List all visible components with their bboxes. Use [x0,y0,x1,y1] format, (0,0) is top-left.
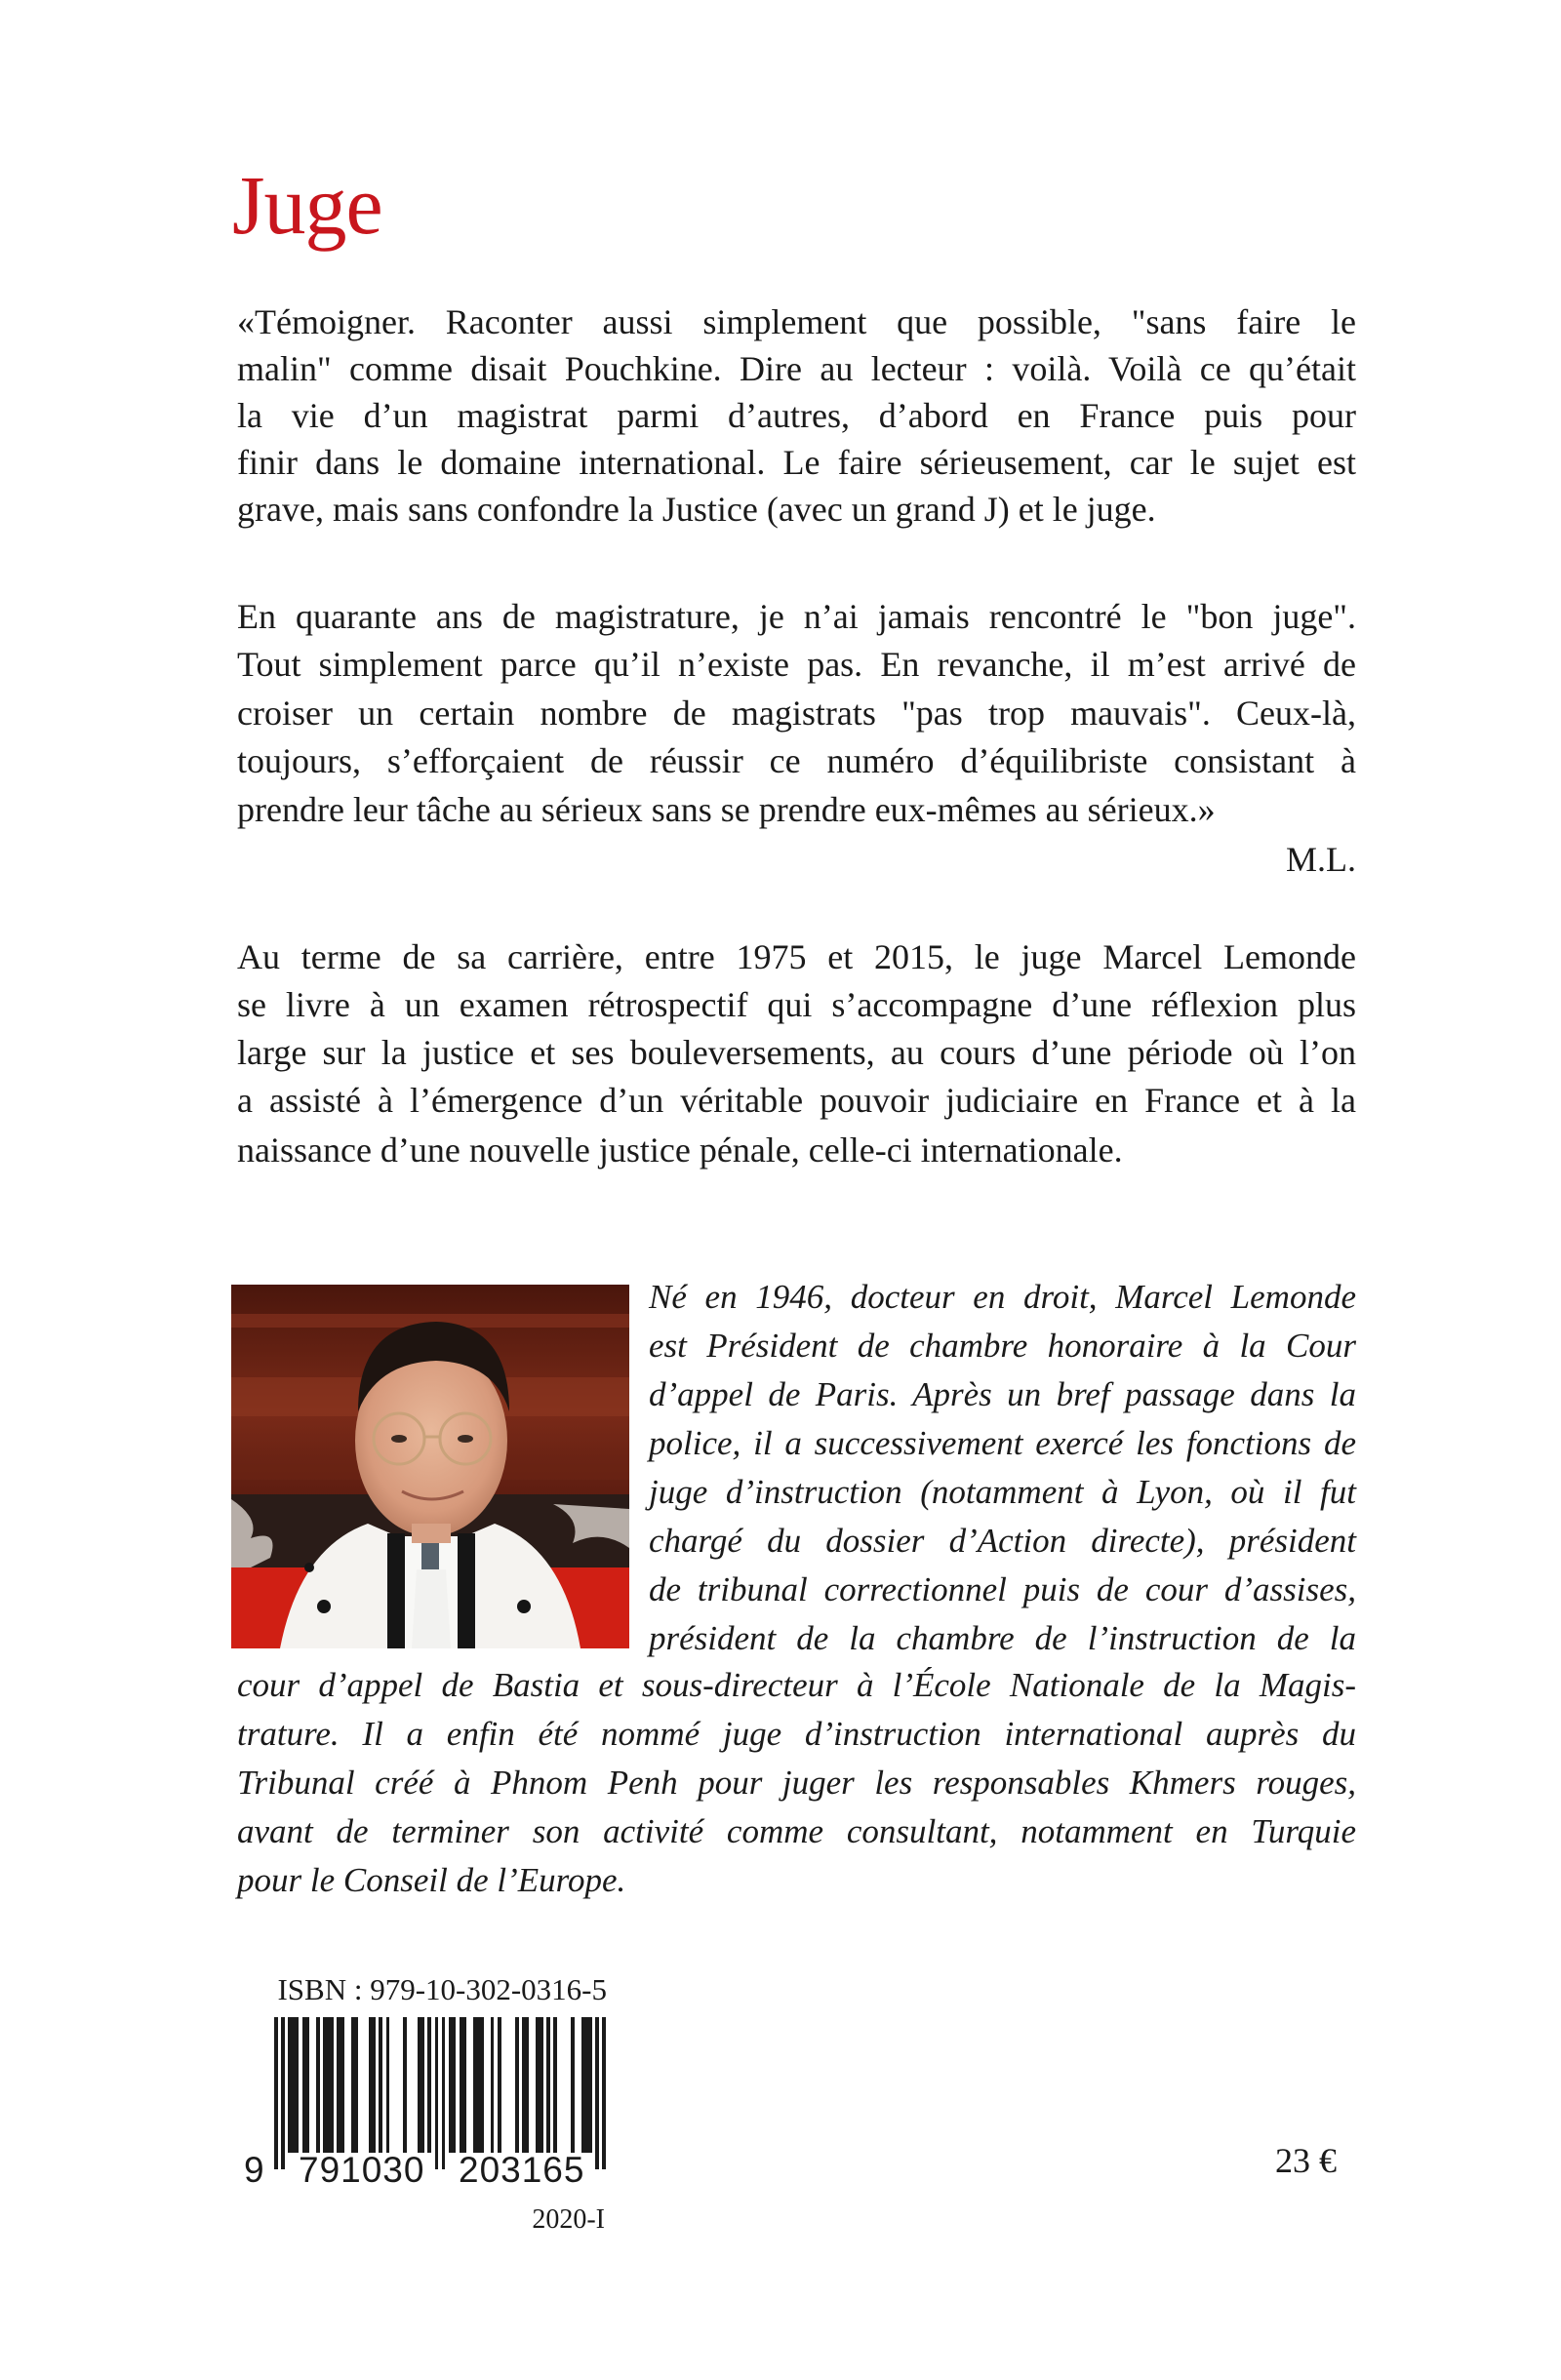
text-line: En quarante ans de magistrature, je n’ai jamais rencontré le "bon juge". [237,597,1356,636]
price-label: 23 € [1275,2141,1337,2180]
barcode-bar [435,2017,439,2169]
text-line: «Témoigner. Raconter aussi simplement que possible, "sans faire le [237,302,1356,341]
barcode-bar [418,2017,424,2153]
text-line: chargé du dossier d’Action directe), président [649,1522,1356,1560]
text-line: naissance d’une nouvelle justice pénale, celle-ci internationale. [237,1130,1123,1170]
barcode-bar [337,2017,343,2153]
text-line: police, il a successivement exercé les fonctions de [649,1424,1356,1462]
barcode-bar [302,2017,309,2153]
barcode-bar [515,2017,519,2153]
barcode-bar [403,2017,407,2153]
barcode-bar [281,2017,285,2169]
barcode-bar [449,2017,456,2153]
text-line: prendre leur tâche au sérieux sans se prendre eux-mêmes au sérieux.» [237,790,1216,829]
text-line: large sur la justice et ses bouleversements, au cours d’une période où l’on [237,1033,1356,1072]
text-line: finir dans le domaine international. Le faire sérieusement, car le sujet est [237,443,1356,482]
author-photo [231,1285,629,1648]
text-line: d’appel de Paris. Après un bref passage dans la [649,1375,1356,1413]
barcode-left-digits: 791030 [299,2150,425,2190]
text-line: de tribunal correctionnel puis de cour d’assises, [649,1570,1356,1608]
text-line: a assisté à l’émergence d’un véritable pouvoir judiciaire en France et à la [237,1081,1356,1120]
book-title: Juge [232,158,382,252]
barcode-bar [595,2017,599,2169]
barcode-bar [274,2017,278,2169]
text-line: Tribunal créé à Phnom Penh pour juger les responsables Khmers rouges, [237,1764,1356,1802]
barcode-bar [473,2017,484,2153]
barcode-bar [288,2017,299,2153]
barcode-bar [553,2017,557,2153]
barcode-bar [536,2017,542,2153]
text-line: toujours, s’efforçaient de réussir ce numéro d’équilibriste consistant à [237,741,1356,780]
text-line: avant de terminer son activité comme consultant, notamment en Turquie [237,1812,1356,1850]
barcode-bar [602,2017,606,2169]
barcode-bar [323,2017,334,2153]
text-line: juge d’instruction (notamment à Lyon, où il fut [649,1473,1356,1511]
barcode-bar [316,2017,320,2153]
barcode-bar [351,2017,358,2153]
isbn-label: ISBN : 979-10-302-0316-5 [277,1972,607,2006]
barcode-bar [386,2017,390,2153]
barcode-bar [581,2017,592,2153]
text-line: croiser un certain nombre de magistrats "pas trop mauvais". Ceux-là, [237,694,1356,733]
text-line: grave, mais sans confondre la Justice (avec un grand J) et le juge. [237,490,1156,529]
barcode-bar [369,2017,376,2153]
text-line: est Président de chambre honoraire à la Cour [649,1327,1356,1365]
text-line: cour d’appel de Bastia et sous-directeur à l’École Nationale de la Magis- [237,1666,1356,1704]
barcode-right-digits: 203165 [459,2150,585,2190]
barcode-bar [442,2017,446,2169]
barcode-bar [491,2017,495,2153]
text-line: Tout simplement parce qu’il n’existe pas. En revanche, il m’est arrivé de [237,645,1356,684]
barcode-bar [498,2017,501,2153]
barcode-bar [522,2017,529,2153]
barcode-bar [427,2017,431,2153]
barcode-bar [460,2017,466,2153]
text-line: Né en 1946, docteur en droit, Marcel Lemonde [649,1278,1356,1316]
barcode-bar [546,2017,550,2153]
text-line: la vie d’un magistrat parmi d’autres, d’abord en France puis pour [237,396,1356,435]
barcode-bar [379,2017,382,2153]
text-line: malin" comme disait Pouchkine. Dire au lecteur : voilà. Voilà ce qu’était [237,349,1356,388]
text-line: trature. Il a enfin été nommé juge d’instruction international auprès du [237,1715,1356,1753]
text-line: président de la chambre de l’instruction de la [649,1619,1356,1657]
text-line: pour le Conseil de l’Europe. [237,1861,626,1899]
barcode-bar [571,2017,575,2153]
edition-code: 2020-I [532,2204,605,2235]
quote-signature: M.L. [1286,840,1356,879]
text-line: Au terme de sa carrière, entre 1975 et 2015, le juge Marcel Lemonde [237,937,1356,976]
portrait-image [231,1285,629,1648]
barcode-first-digit: 9 [244,2150,265,2190]
text-line: se livre à un examen rétrospectif qui s’accompagne d’une réflexion plus [237,985,1356,1024]
